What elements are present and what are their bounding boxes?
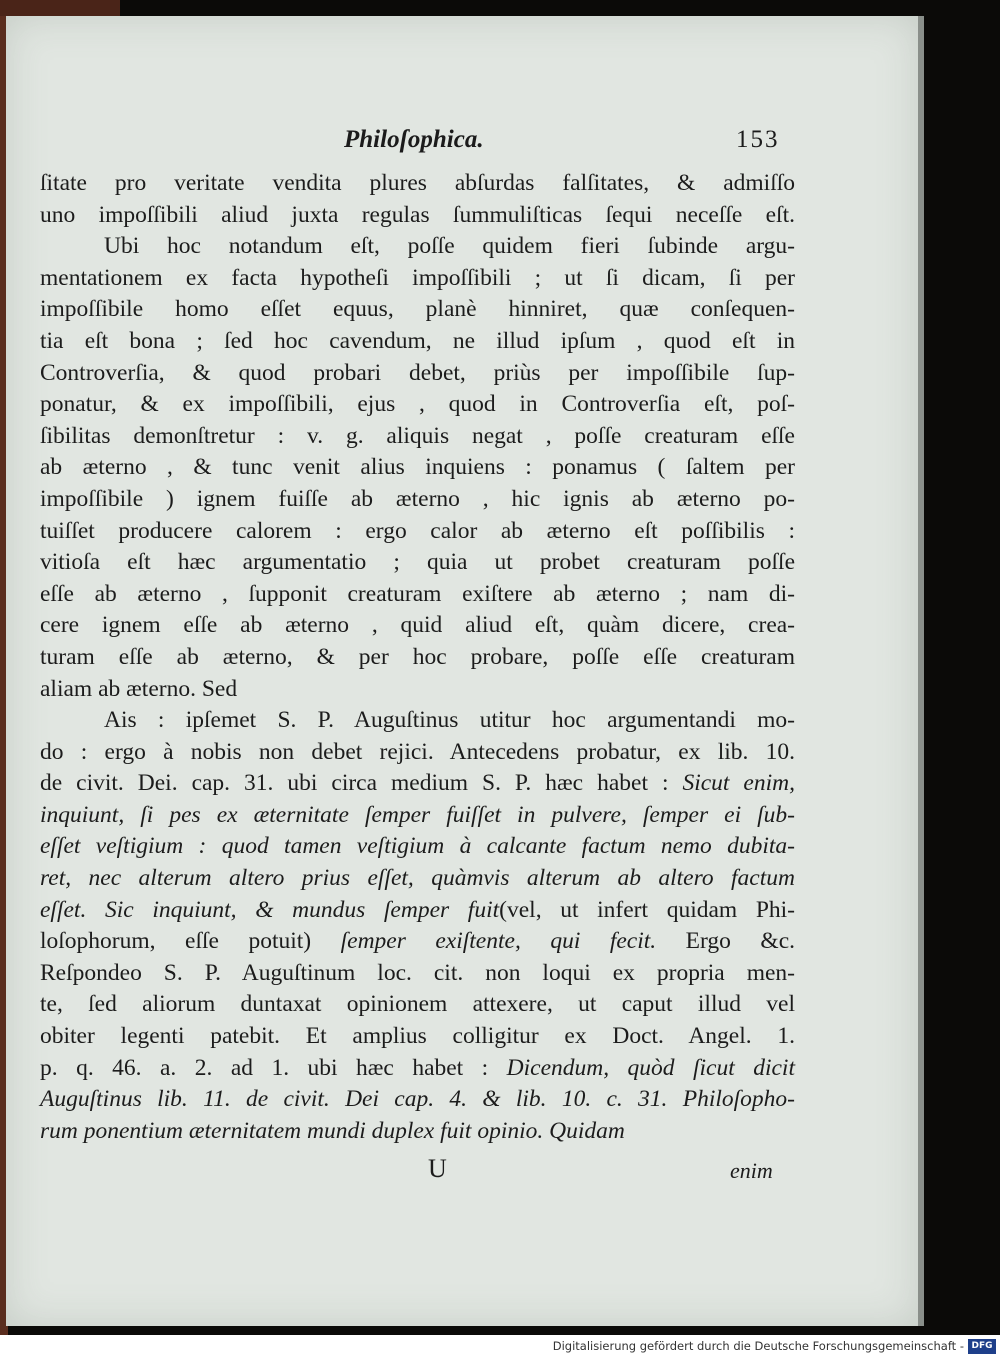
text-segment: ſibilitas demonſtretur : v. g. aliquis negat , poſſe creaturam eſſe (40, 422, 795, 449)
attribution-bar (0, 1335, 1000, 1359)
book-page (6, 16, 918, 1326)
running-head: Philoſophica. (344, 126, 484, 153)
text-line (40, 263, 795, 295)
text-segment: impoſſibile ) ignem fuiſſe ab æterno , hic ignis ab æterno po- (40, 485, 795, 512)
text-segment: Ubi hoc notandum eſt, poſſe quidem fieri ſubinde argu- (104, 233, 795, 260)
text-segment: vitioſa eſt hæc argumentatio ; quia ut probet creaturam poſſe (40, 549, 795, 576)
text-line (40, 452, 795, 484)
page-number: 153 (736, 126, 780, 153)
text-line (40, 389, 795, 421)
text-segment: tuiſſet producere calorem : ergo calor ab æterno eſt poſſibilis : (40, 517, 795, 544)
book-cover-corner (0, 0, 120, 16)
text-segment: Dicendum, quòd ſicut dicit (506, 1054, 795, 1081)
body-text (40, 168, 795, 1147)
text-segment: inquiunt, ſi pes ex æternitate ſemper fuiſſet in pulvere, ſemper ei ſub- (40, 801, 795, 828)
text-line (40, 1084, 795, 1116)
funding-notice: Digitalisierung gefördert durch die Deutsche Forschungsgemeinschaft - (552, 1339, 964, 1353)
text-segment: ab æterno , & tunc venit alius inquiens : ponamus ( ſaltem per (40, 454, 795, 481)
catchword: enim (730, 1158, 773, 1183)
text-line (40, 831, 795, 863)
text-line (40, 484, 795, 516)
page-header (6, 126, 918, 160)
signature-mark: U (428, 1154, 447, 1183)
text-line (40, 674, 795, 706)
text-line (40, 642, 795, 674)
text-segment: ſemper exiſtente, qui fecit. (340, 928, 657, 955)
text-segment: eſſet. Sic inquiunt, & mundus ſemper fuit (40, 896, 500, 923)
text-line (40, 800, 795, 832)
page-fore-edge (918, 16, 924, 1326)
text-line (40, 705, 795, 737)
text-segment: uno impoſſibili aliud juxta regulas ſummuliſticas ſequi neceſſe eſt. (40, 201, 795, 228)
text-segment: Controverſia, & quod probari debet, priùs per impoſſibile ſup- (40, 359, 795, 386)
text-line (40, 231, 795, 263)
text-line (40, 610, 795, 642)
text-line (40, 547, 795, 579)
text-segment: ſitate pro veritate vendita plures abſurdas falſitates, & admiſſo (40, 170, 795, 196)
text-segment: ponatur, & ex impoſſibili, ejus , quod in Controverſia eſt, poſ- (40, 391, 795, 418)
text-line (40, 926, 795, 958)
text-segment: Reſpondeo S. P. Auguſtinum loc. cit. non loqui ex propria men- (40, 959, 795, 986)
text-segment: obiter legenti patebit. Et amplius colligitur ex Doct. Angel. 1. (40, 1023, 795, 1050)
text-line (40, 958, 795, 990)
text-segment: tia eſt bona ; ſed hoc cavendum, ne illud ipſum , quod eſt in (40, 327, 795, 354)
text-segment: (vel, ut infert quidam Phi- (499, 896, 796, 923)
text-line (40, 326, 795, 358)
text-segment: aliam ab æterno. Sed (40, 675, 238, 702)
text-segment: cere ignem eſſe ab æterno , quid aliud eſt, quàm dicere, crea- (40, 612, 795, 639)
text-line (40, 168, 795, 200)
text-line (40, 516, 795, 548)
text-segment: eſſet veſtigium : quod tamen veſtigium à calcante factum nemo dubita- (40, 833, 795, 860)
page-footer (6, 1154, 918, 1190)
text-line (40, 294, 795, 326)
text-line (40, 1053, 795, 1085)
text-segment: Sicut enim, (682, 770, 795, 797)
text-segment: turam eſſe ab æterno, & per hoc probare, poſſe eſſe creaturam (40, 643, 795, 670)
text-line (40, 895, 795, 927)
text-segment: Auguſtinus lib. 11. de civit. Dei cap. 4. & lib. 10. c. 31. Philoſopho- (40, 1086, 795, 1113)
text-segment: de civit. Dei. cap. 31. ubi circa medium S. P. hæc habet : (40, 770, 683, 797)
text-line (40, 863, 795, 895)
text-line (40, 1116, 795, 1148)
text-line (40, 579, 795, 611)
text-segment: ret, nec alterum altero prius eſſet, quàmvis alterum ab altero factum (40, 865, 795, 892)
text-line (40, 358, 795, 390)
text-line (40, 1021, 795, 1053)
text-segment: loſophorum, eſſe potuit) (40, 928, 341, 955)
text-line (40, 989, 795, 1021)
text-line (40, 200, 795, 232)
text-segment: Ergo &c. (656, 928, 796, 955)
text-segment: rum ponentium æternitatem mundi duplex fuit opinio. Quidam (40, 1117, 625, 1144)
text-segment: p. q. 46. a. 2. ad 1. ubi hæc habet : (40, 1054, 507, 1081)
text-line (40, 768, 795, 800)
text-segment: te, ſed aliorum duntaxat opinionem attexere, ut caput illud vel (40, 991, 795, 1018)
text-segment: Ais : ipſemet S. P. Auguſtinus utitur hoc argumentandi mo- (104, 707, 795, 734)
text-line (40, 737, 795, 769)
dfg-logo: DFG (968, 1339, 996, 1354)
text-segment: eſſe ab æterno , ſupponit creaturam exiſtere ab æterno ; nam di- (40, 580, 795, 607)
text-segment: do : ergo à nobis non debet rejici. Antecedens probatur, ex lib. 10. (40, 738, 795, 765)
text-segment: impoſſibile homo eſſet equus, planè hinniret, quæ conſequen- (40, 296, 795, 323)
text-line (40, 421, 795, 453)
text-segment: mentationem ex facta hypotheſi impoſſibili ; ut ſi dicam, ſi per (40, 264, 795, 291)
